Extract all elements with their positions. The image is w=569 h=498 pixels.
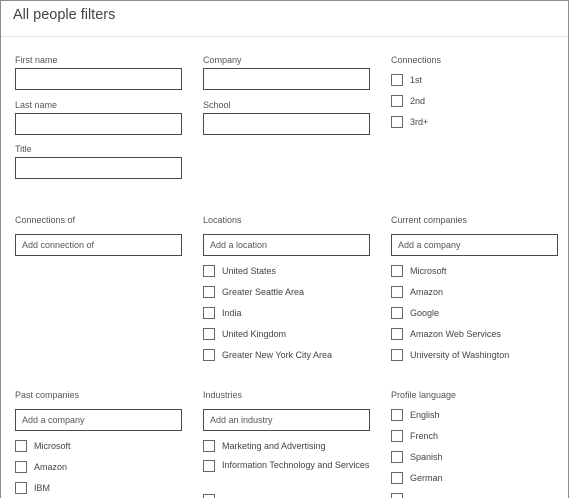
- locations-label: Locations: [203, 215, 242, 225]
- first-name-label: First name: [15, 55, 58, 65]
- language-option[interactable]: Spanish: [391, 450, 443, 464]
- checkbox[interactable]: [203, 328, 215, 340]
- industry-option[interactable]: Information Technology and Services: [203, 460, 372, 474]
- checkbox[interactable]: [15, 482, 27, 494]
- language-option[interactable]: German: [391, 471, 443, 485]
- checkbox[interactable]: [391, 349, 403, 361]
- past-companies-label: Past companies: [15, 390, 80, 400]
- language-option[interactable]: French: [391, 429, 438, 443]
- location-option[interactable]: United Kingdom: [203, 327, 286, 341]
- checkbox[interactable]: [391, 286, 403, 298]
- school-label: School: [203, 100, 231, 110]
- title-input[interactable]: [15, 157, 182, 179]
- checkbox[interactable]: [203, 265, 215, 277]
- school-input[interactable]: [203, 113, 370, 135]
- checkbox[interactable]: [15, 461, 27, 473]
- checkbox[interactable]: [15, 440, 27, 452]
- current-company-option[interactable]: Microsoft: [391, 264, 447, 278]
- checkbox[interactable]: [203, 307, 215, 319]
- checkbox[interactable]: [391, 95, 403, 107]
- checkbox[interactable]: [203, 349, 215, 361]
- connection-option-1st[interactable]: 1st: [391, 73, 422, 87]
- current-companies-label: Current companies: [391, 215, 468, 225]
- industry-option[interactable]: Marketing and Advertising: [203, 439, 326, 453]
- checkbox[interactable]: [391, 451, 403, 463]
- checkbox[interactable]: [391, 409, 403, 421]
- current-company-option[interactable]: Amazon: [391, 285, 443, 299]
- checkbox[interactable]: [391, 328, 403, 340]
- current-company-option[interactable]: Google: [391, 306, 439, 320]
- industries-input[interactable]: [203, 409, 370, 431]
- checkbox[interactable]: [203, 460, 215, 472]
- industry-option[interactable]: [203, 493, 215, 498]
- current-companies-input[interactable]: [391, 234, 558, 256]
- current-company-option[interactable]: University of Washington: [391, 348, 509, 362]
- language-option[interactable]: [391, 492, 403, 498]
- checkbox[interactable]: [391, 430, 403, 442]
- company-input[interactable]: [203, 68, 370, 90]
- location-option[interactable]: Greater New York City Area: [203, 348, 332, 362]
- location-option[interactable]: Greater Seattle Area: [203, 285, 304, 299]
- panel-title: All people filters: [13, 7, 116, 23]
- checkbox[interactable]: [391, 116, 403, 128]
- past-company-option[interactable]: IBM: [15, 481, 50, 495]
- title-label: Title: [15, 144, 32, 154]
- last-name-input[interactable]: [15, 113, 182, 135]
- location-option[interactable]: United States: [203, 264, 276, 278]
- panel-header: [1, 1, 568, 37]
- connection-option-3rd[interactable]: 3rd+: [391, 115, 428, 129]
- past-companies-input[interactable]: [15, 409, 182, 431]
- locations-input[interactable]: [203, 234, 370, 256]
- connections-label: Connections: [391, 55, 442, 65]
- company-label: Company: [203, 55, 242, 65]
- checkbox[interactable]: [391, 493, 403, 498]
- language-option[interactable]: English: [391, 408, 440, 422]
- connection-option-2nd[interactable]: 2nd: [391, 94, 425, 108]
- checkbox[interactable]: [203, 440, 215, 452]
- checkbox[interactable]: [391, 74, 403, 86]
- checkbox[interactable]: [203, 494, 215, 498]
- past-company-option[interactable]: Microsoft: [15, 439, 71, 453]
- past-company-option[interactable]: Amazon: [15, 460, 67, 474]
- first-name-input[interactable]: [15, 68, 182, 90]
- checkbox[interactable]: [391, 265, 403, 277]
- current-company-option[interactable]: Amazon Web Services: [391, 327, 501, 341]
- checkbox[interactable]: [391, 307, 403, 319]
- location-option[interactable]: India: [203, 306, 242, 320]
- last-name-label: Last name: [15, 100, 58, 110]
- checkbox[interactable]: [391, 472, 403, 484]
- connections-of-label: Connections of: [15, 215, 76, 225]
- connections-of-input[interactable]: [15, 234, 182, 256]
- checkbox[interactable]: [203, 286, 215, 298]
- industries-label: Industries: [203, 390, 243, 400]
- profile-language-label: Profile language: [391, 390, 457, 400]
